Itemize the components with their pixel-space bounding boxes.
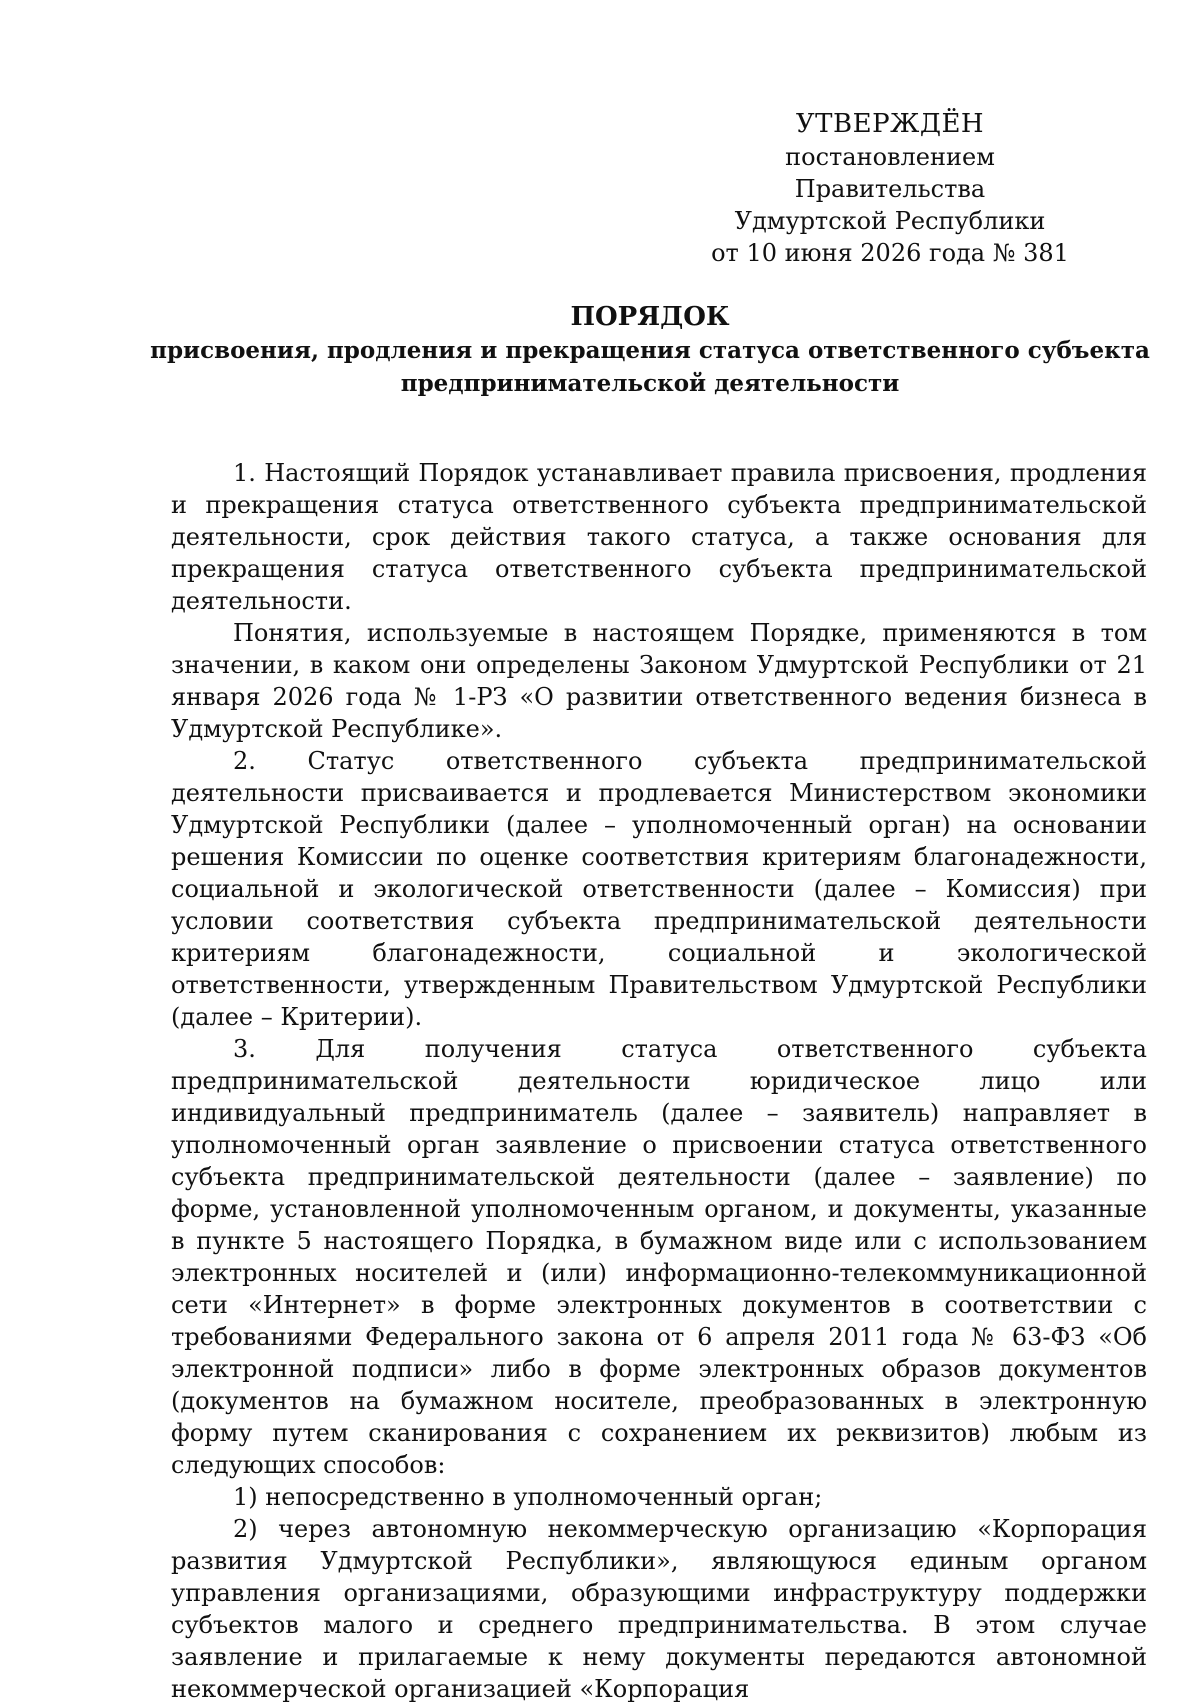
- document-body: [171, 457, 1147, 1705]
- document-title-block: [120, 300, 1180, 400]
- approval-heading: УТВЕРЖДЁН: [795, 109, 985, 139]
- paragraph-3: 3. Для получения статуса ответственного субъекта предпринимательской деятельности юридическое лицо или индивидуальный предприниматель (далее – заявитель) направляет в уполномоченный орган заявление о присвоении статуса ответственного субъекта предпринимательской деятельности (далее – заявление) по форме, установленной уполномоченным органом, и документы, указанные в пункте 5 настоящего Порядка, в бумажном виде или с использованием электронных носителей и (или) информационно-телекоммуникационной сети «Интернет» в форме электронных документов в соответствии с требованиями Федерального закона от 6 апреля 2011 года № 63-ФЗ «Об электронной подписи» либо в форме электронных образов документов (документов на бумажном носителе, преобразованных в электронную форму путем сканирования с сохранением их реквизитов) любым из следующих способов:: [171, 1035, 1147, 1479]
- document-title: ПОРЯДОК: [570, 302, 730, 332]
- approval-by-line-2: Удмуртской Республики: [734, 207, 1046, 235]
- paragraph-3-item-1: 1) непосредственно в уполномоченный орган;: [233, 1483, 823, 1511]
- paragraph-3-item-2: 2) через автономную некоммерческую организацию «Корпорация развития Удмуртской Республики», являющуюся единым органом управления организациями, образующими инфраструктуру поддержки субъектов малого и среднего предпринимательства. В этом случае заявление и прилагаемые к нему документы передаются автономной некоммерческой организацией «Корпорация: [171, 1515, 1147, 1703]
- approval-date-line: от 10 июня 2026 года № 381: [711, 239, 1069, 267]
- paragraph-1: 1. Настоящий Порядок устанавливает правила присвоения, продления и прекращения статуса ответственного субъекта предпринимательской деятельности, срок действия такого статуса, а также основания для прекращения статуса ответственного субъекта предпринимательской деятельности.: [171, 459, 1147, 615]
- approval-by-line-1: постановлением Правительства: [785, 143, 995, 203]
- paragraph-2: 2. Статус ответственного субъекта предпринимательской деятельности присваивается и продлевается Министерством экономики Удмуртской Республики (далее – уполномоченный орган) на основании решения Комиссии по оценке соответствия критериям благонадежности, социальной и экологической ответственности (далее – Комиссия) при условии соответствия субъекта предпринимательской деятельности критериям благонадежности, социальной и экологической ответственности, утвержденным Правительством Удмуртской Республики (далее – Критерии).: [171, 747, 1147, 1031]
- approval-stamp: [690, 108, 1090, 269]
- document-subtitle: присвоения, продления и прекращения статуса ответственного субъекта предпринимательской деятельности: [150, 337, 1150, 397]
- paragraph-definitions: Понятия, используемые в настоящем Порядке, применяются в том значении, в каком они определены Законом Удмуртской Республики от 21 января 2026 года № 1-РЗ «О развитии ответственного ведения бизнеса в Удмуртской Республике».: [171, 619, 1147, 743]
